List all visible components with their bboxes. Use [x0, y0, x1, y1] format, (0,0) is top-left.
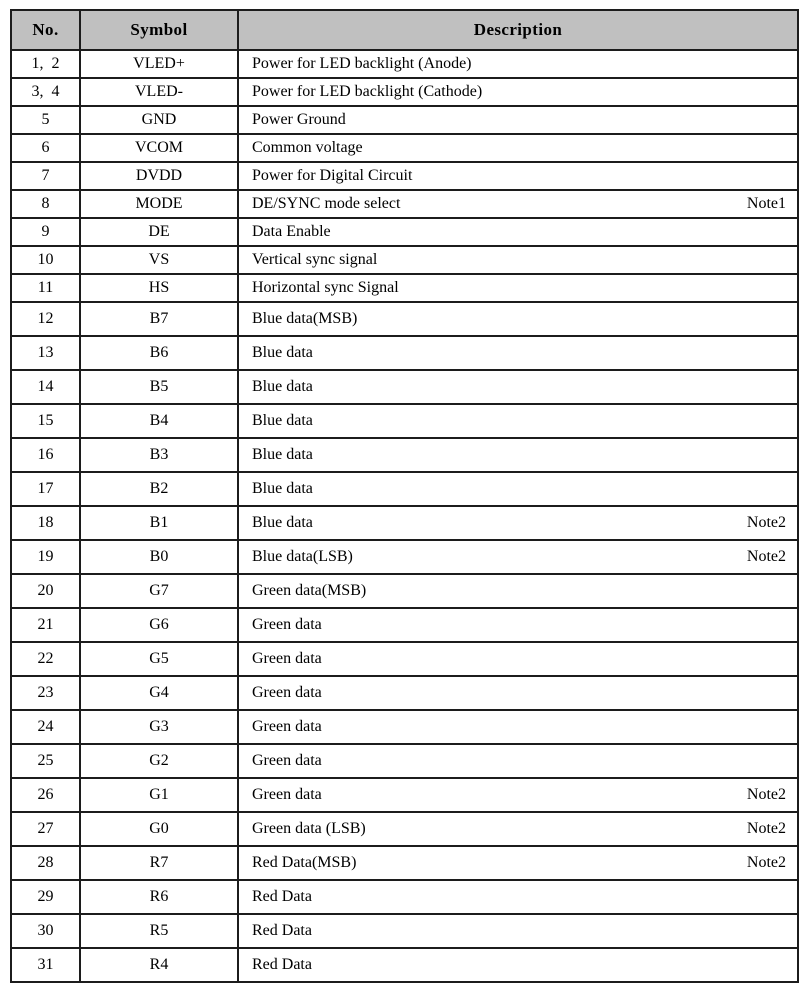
pin-number-cell: 16 — [11, 438, 80, 472]
description-cell — [238, 162, 798, 190]
table-row — [11, 218, 798, 246]
pin-number-cell: 15 — [11, 404, 80, 438]
description-text: Blue data(MSB) — [252, 310, 358, 327]
symbol-cell: G3 — [80, 710, 238, 744]
symbol-cell: HS — [80, 274, 238, 302]
pin-number-cell: 3, 4 — [11, 78, 80, 106]
pin-number-cell: 28 — [11, 846, 80, 880]
description-cell — [238, 880, 798, 914]
pin-number-cell: 13 — [11, 336, 80, 370]
pin-number-cell: 5 — [11, 106, 80, 134]
symbol-cell: B7 — [80, 302, 238, 336]
symbol-cell: VLED- — [80, 78, 238, 106]
description-text: Green data — [252, 650, 322, 667]
description-cell — [238, 472, 798, 506]
description-cell — [238, 246, 798, 274]
description-text: Green data — [252, 752, 322, 769]
table-row — [11, 846, 798, 880]
table-row — [11, 370, 798, 404]
description-text: Red Data — [252, 922, 312, 939]
pin-number-cell: 18 — [11, 506, 80, 540]
pin-number-cell: 30 — [11, 914, 80, 948]
description-text: Blue data — [252, 446, 313, 463]
table-row — [11, 710, 798, 744]
table-row — [11, 540, 798, 574]
symbol-cell: B3 — [80, 438, 238, 472]
symbol-cell: DE — [80, 218, 238, 246]
description-cell — [238, 778, 798, 812]
description-text: Power Ground — [252, 111, 346, 128]
pin-number-cell: 31 — [11, 948, 80, 982]
description-cell — [238, 914, 798, 948]
description-cell — [238, 506, 798, 540]
description-cell — [238, 134, 798, 162]
table-row — [11, 914, 798, 948]
table-row — [11, 134, 798, 162]
symbol-cell: B2 — [80, 472, 238, 506]
description-cell — [238, 370, 798, 404]
description-cell — [238, 574, 798, 608]
table-row — [11, 162, 798, 190]
pin-number-cell: 14 — [11, 370, 80, 404]
table-row — [11, 246, 798, 274]
description-cell — [238, 642, 798, 676]
symbol-cell: GND — [80, 106, 238, 134]
symbol-cell: G4 — [80, 676, 238, 710]
description-cell — [238, 540, 798, 574]
header-row — [11, 10, 798, 50]
description-cell — [238, 190, 798, 218]
pin-number-cell: 7 — [11, 162, 80, 190]
table-row — [11, 676, 798, 710]
symbol-cell: R4 — [80, 948, 238, 982]
pin-number-cell: 11 — [11, 274, 80, 302]
note-label: Note1 — [746, 195, 786, 212]
pin-number-cell: 23 — [11, 676, 80, 710]
table-body — [11, 50, 798, 982]
description-text: Green data (LSB) — [252, 820, 366, 837]
pin-number-cell: 25 — [11, 744, 80, 778]
symbol-cell: B1 — [80, 506, 238, 540]
description-cell — [238, 302, 798, 336]
pin-number-cell: 12 — [11, 302, 80, 336]
symbol-cell: R7 — [80, 846, 238, 880]
description-text: Green data — [252, 616, 322, 633]
table-row — [11, 574, 798, 608]
description-text: Red Data — [252, 956, 312, 973]
pin-number-cell: 1, 2 — [11, 50, 80, 78]
symbol-cell: G0 — [80, 812, 238, 846]
table-row — [11, 274, 798, 302]
description-cell — [238, 336, 798, 370]
description-cell — [238, 948, 798, 982]
description-cell — [238, 78, 798, 106]
symbol-cell: VLED+ — [80, 50, 238, 78]
description-text: Blue data — [252, 480, 313, 497]
table-row — [11, 948, 798, 982]
table-row — [11, 302, 798, 336]
symbol-cell: R6 — [80, 880, 238, 914]
description-text: Green data — [252, 786, 322, 803]
description-cell — [238, 50, 798, 78]
pin-number-cell: 8 — [11, 190, 80, 218]
description-cell — [238, 608, 798, 642]
description-cell — [238, 710, 798, 744]
pin-number-cell: 26 — [11, 778, 80, 812]
symbol-cell: DVDD — [80, 162, 238, 190]
pin-number-cell: 21 — [11, 608, 80, 642]
header-symbol: Symbol — [80, 10, 238, 50]
description-text: Blue data — [252, 344, 313, 361]
table-row — [11, 472, 798, 506]
symbol-cell: G2 — [80, 744, 238, 778]
description-cell — [238, 812, 798, 846]
description-cell — [238, 438, 798, 472]
table-row — [11, 404, 798, 438]
table-row — [11, 642, 798, 676]
note-label: Note2 — [746, 820, 786, 837]
table-header — [11, 10, 798, 50]
table-row — [11, 190, 798, 218]
table-row — [11, 438, 798, 472]
description-text: Vertical sync signal — [252, 251, 378, 268]
description-text: Horizontal sync Signal — [252, 279, 399, 296]
description-text: Blue data(LSB) — [252, 548, 353, 565]
table-row — [11, 744, 798, 778]
pin-number-cell: 17 — [11, 472, 80, 506]
description-cell — [238, 274, 798, 302]
table-row — [11, 106, 798, 134]
description-cell — [238, 744, 798, 778]
symbol-cell: G7 — [80, 574, 238, 608]
description-text: DE/SYNC mode select — [252, 195, 401, 212]
note-label: Note2 — [746, 514, 786, 531]
note-label: Note2 — [746, 854, 786, 871]
symbol-cell: MODE — [80, 190, 238, 218]
note-label: Note2 — [746, 786, 786, 803]
table-row — [11, 608, 798, 642]
description-cell — [238, 106, 798, 134]
pin-number-cell: 24 — [11, 710, 80, 744]
pin-description-table — [10, 9, 799, 983]
description-text: Green data(MSB) — [252, 582, 367, 599]
table-row — [11, 506, 798, 540]
description-text: Red Data — [252, 888, 312, 905]
table-row — [11, 812, 798, 846]
table-row — [11, 336, 798, 370]
description-text: Red Data(MSB) — [252, 854, 357, 871]
table-row — [11, 78, 798, 106]
header-description: Description — [238, 10, 798, 50]
description-text: Green data — [252, 718, 322, 735]
pin-number-cell: 27 — [11, 812, 80, 846]
pin-number-cell: 10 — [11, 246, 80, 274]
symbol-cell: B5 — [80, 370, 238, 404]
description-text: Green data — [252, 684, 322, 701]
table-row — [11, 778, 798, 812]
symbol-cell: B6 — [80, 336, 238, 370]
symbol-cell: G5 — [80, 642, 238, 676]
table-row — [11, 880, 798, 914]
symbol-cell: VCOM — [80, 134, 238, 162]
description-text: Blue data — [252, 514, 313, 531]
description-cell — [238, 218, 798, 246]
header-no: No. — [11, 10, 80, 50]
description-text: Common voltage — [252, 139, 363, 156]
symbol-cell: R5 — [80, 914, 238, 948]
pin-number-cell: 9 — [11, 218, 80, 246]
description-text: Power for Digital Circuit — [252, 167, 413, 184]
description-text: Power for LED backlight (Anode) — [252, 55, 472, 72]
description-cell — [238, 846, 798, 880]
table-row — [11, 50, 798, 78]
symbol-cell: G1 — [80, 778, 238, 812]
symbol-cell: B4 — [80, 404, 238, 438]
note-label: Note2 — [746, 548, 786, 565]
description-text: Data Enable — [252, 223, 331, 240]
description-text: Blue data — [252, 412, 313, 429]
symbol-cell: G6 — [80, 608, 238, 642]
pin-number-cell: 29 — [11, 880, 80, 914]
pin-number-cell: 19 — [11, 540, 80, 574]
description-text: Blue data — [252, 378, 313, 395]
pin-number-cell: 20 — [11, 574, 80, 608]
description-text: Power for LED backlight (Cathode) — [252, 83, 483, 100]
symbol-cell: VS — [80, 246, 238, 274]
pin-number-cell: 22 — [11, 642, 80, 676]
description-cell — [238, 676, 798, 710]
pin-number-cell: 6 — [11, 134, 80, 162]
symbol-cell: B0 — [80, 540, 238, 574]
description-cell — [238, 404, 798, 438]
